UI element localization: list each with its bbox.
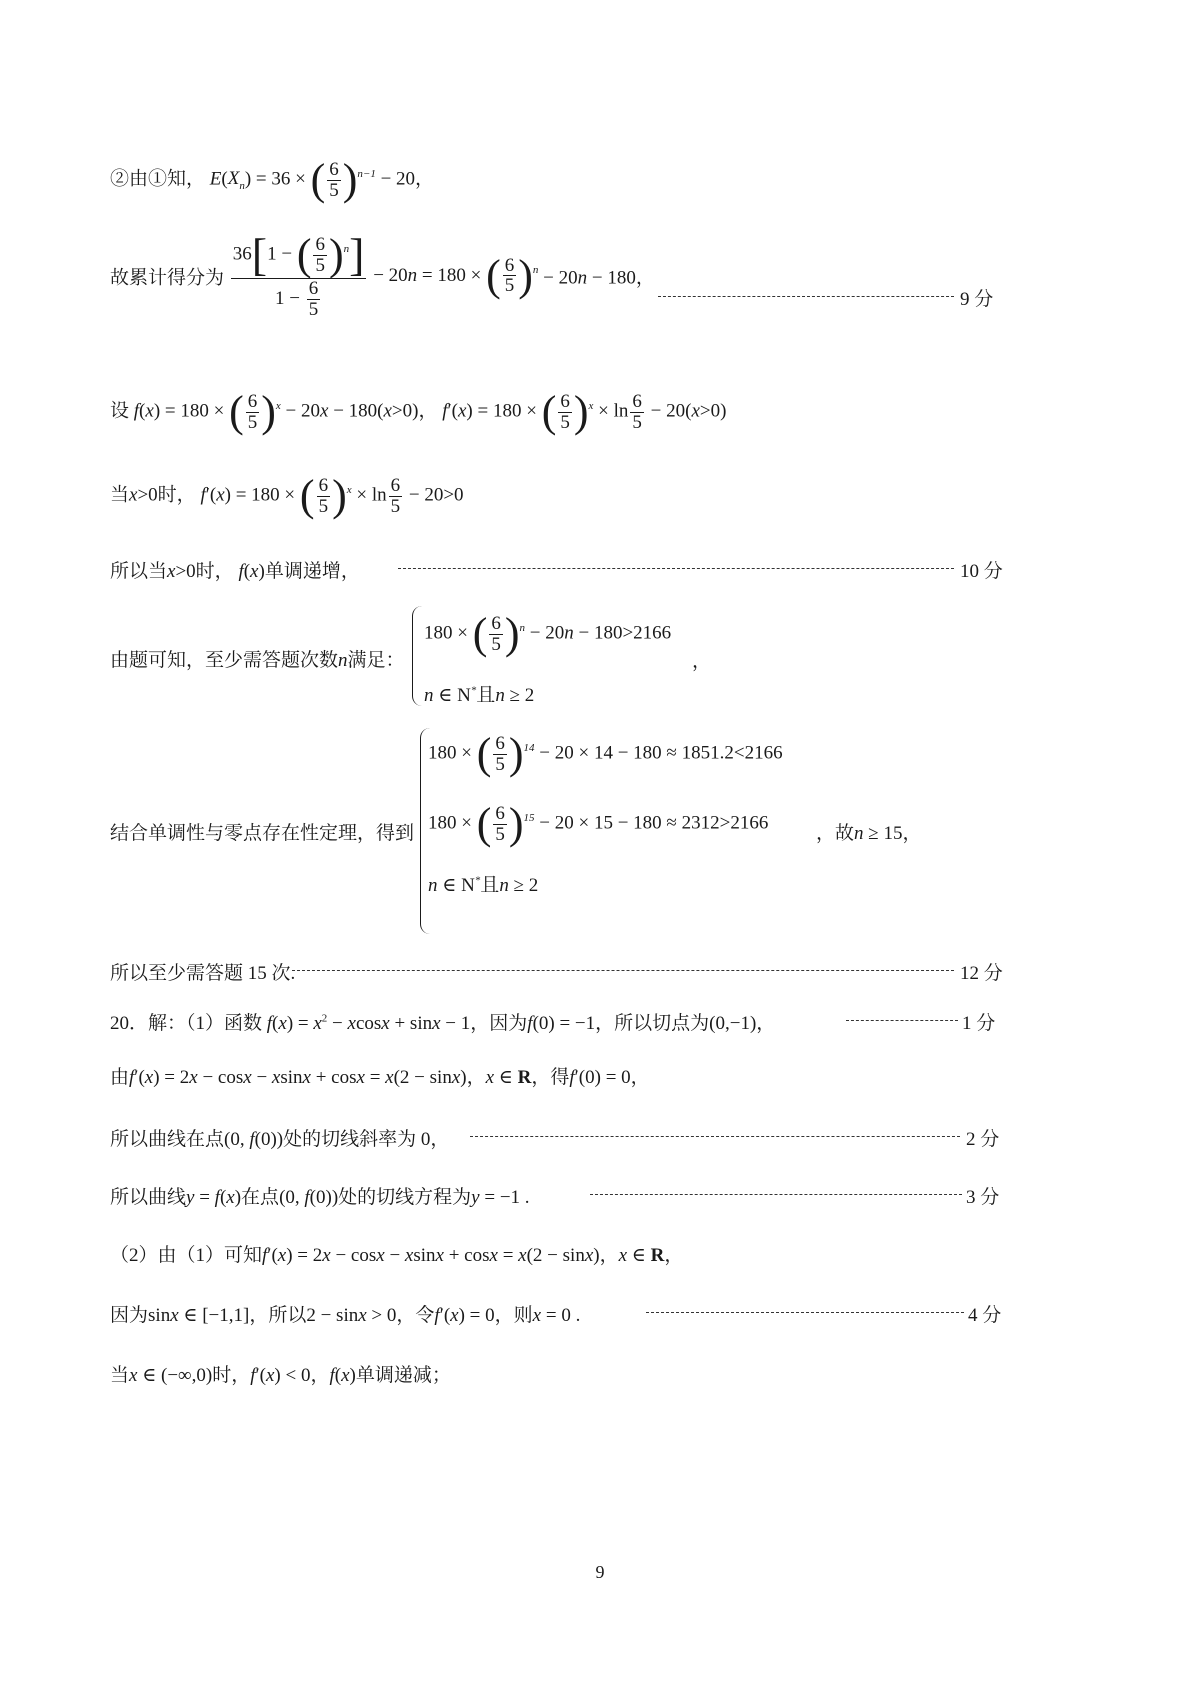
line-part2: （2）由（1）可知f′(x) = 2x − cosx − xsinx + cosx = x(2 − sinx)，x ∈ R， <box>110 1245 684 1266</box>
check-domain: n ∈ N*且n ≥ 2 <box>428 874 539 896</box>
line-derivative-positive: 当x>0时， f′(x) = 180 × ( $\frac{6}{5}$ )$^x$ × ln $\frac{6}{5}$ − 20>0 <box>110 471 464 520</box>
check-n14: 180 × ( $\frac{6}{5}$ )$^{14}$ − 20 × 14 − 180 ≈ 1851.2<2166 <box>428 729 783 778</box>
big-fraction: 36[1 − ( $\frac{6}{5}$ )$^n$] 1 − $\frac{6}{5}$ <box>232 229 365 320</box>
line-monotone-decreasing: 当x ∈ (−∞,0)时，f′(x) < 0，f(x)单调递减； <box>110 1365 451 1386</box>
score-2: 2 分 <box>966 1129 1000 1150</box>
score-10: 10 分 <box>960 561 1003 582</box>
brace-condition <box>412 606 423 706</box>
score-12: 12 分 <box>960 963 1003 984</box>
condition-domain: n ∈ N*且n ≥ 2 <box>424 684 535 706</box>
score-1: 1 分 <box>962 1013 996 1034</box>
line-zero: 因为sinx ∈ [−1,1]，所以2 − sinx > 0，令f′(x) = 0，则x = 0 . <box>110 1305 581 1326</box>
line-conclusion-label: 结合单调性与零点存在性定理，得到 <box>110 823 415 844</box>
score-leader-4 <box>646 1312 964 1313</box>
line-answer-15: 所以至少需答题 15 次. <box>110 963 296 984</box>
score-leader-3 <box>590 1194 962 1195</box>
score-leader-9 <box>658 296 954 297</box>
line-q20-start: 20．解：（1）函数 $f(x) = x^2 - xcosx + \sin x - 1$，因为f(0) = −1，所以切点为(0,−1)， <box>110 1012 776 1034</box>
score-leader-1 <box>846 1020 958 1021</box>
line-derivative: 由f′(x) = 2x − cosx − xsinx + cosx = x(2 − sinx)，x ∈ R，得f′(0) = 0， <box>110 1067 650 1088</box>
line-condition-label: 由题可知，至少需答题次数n满足： <box>110 650 405 671</box>
condition-inequality: 180 × ( $\frac{6}{5}$ )$^n$ − 20n − 180>2166 <box>424 609 672 658</box>
score-4: 4 分 <box>968 1305 1002 1326</box>
line-monotone-increasing: 所以当x>0时， f(x)单调递增， <box>110 561 360 582</box>
line-expectation: ②由①知， $E(X_n) = 36$ × ( $\frac{6}{5}$ )$^{n-1}$ − 20， <box>110 155 435 204</box>
line-define-f: 设 f(x) = 180 × ( $\frac{6}{5}$ )$^x$ − 20x − 180(x>0)， f′(x) = 180 × ( $\frac{6}{5}$ )$^x$ × ln $\frac{6}{5}$ − 20(x>0) <box>110 387 727 436</box>
score-9: 9 分 <box>960 289 994 310</box>
page-number: 9 <box>595 1562 605 1582</box>
line-slope: 所以曲线在点(0, f(0))处的切线斜率为 0， <box>110 1129 450 1150</box>
score-leader-2 <box>470 1136 960 1137</box>
score-3: 3 分 <box>966 1187 1000 1208</box>
score-leader-12 <box>292 970 954 971</box>
line-tangent-equation: 所以曲线y = f(x)在点(0, f(0))处的切线方程为y = −1 . <box>110 1187 530 1208</box>
score-leader-10 <box>398 568 954 569</box>
line-cumulative-score: 故累计得分为 36[1 − ( $\frac{6}{5}$ )$^n$] 1 − $\frac{6}{5}$ − 20n = 180 × ( $\frac{6}{5}$ )$^n$ − 20n − 180， <box>110 229 655 320</box>
check-n15: 180 × ( $\frac{6}{5}$ )$^{15}$ − 20 × 15 − 180 ≈ 2312>2166 <box>428 799 769 848</box>
